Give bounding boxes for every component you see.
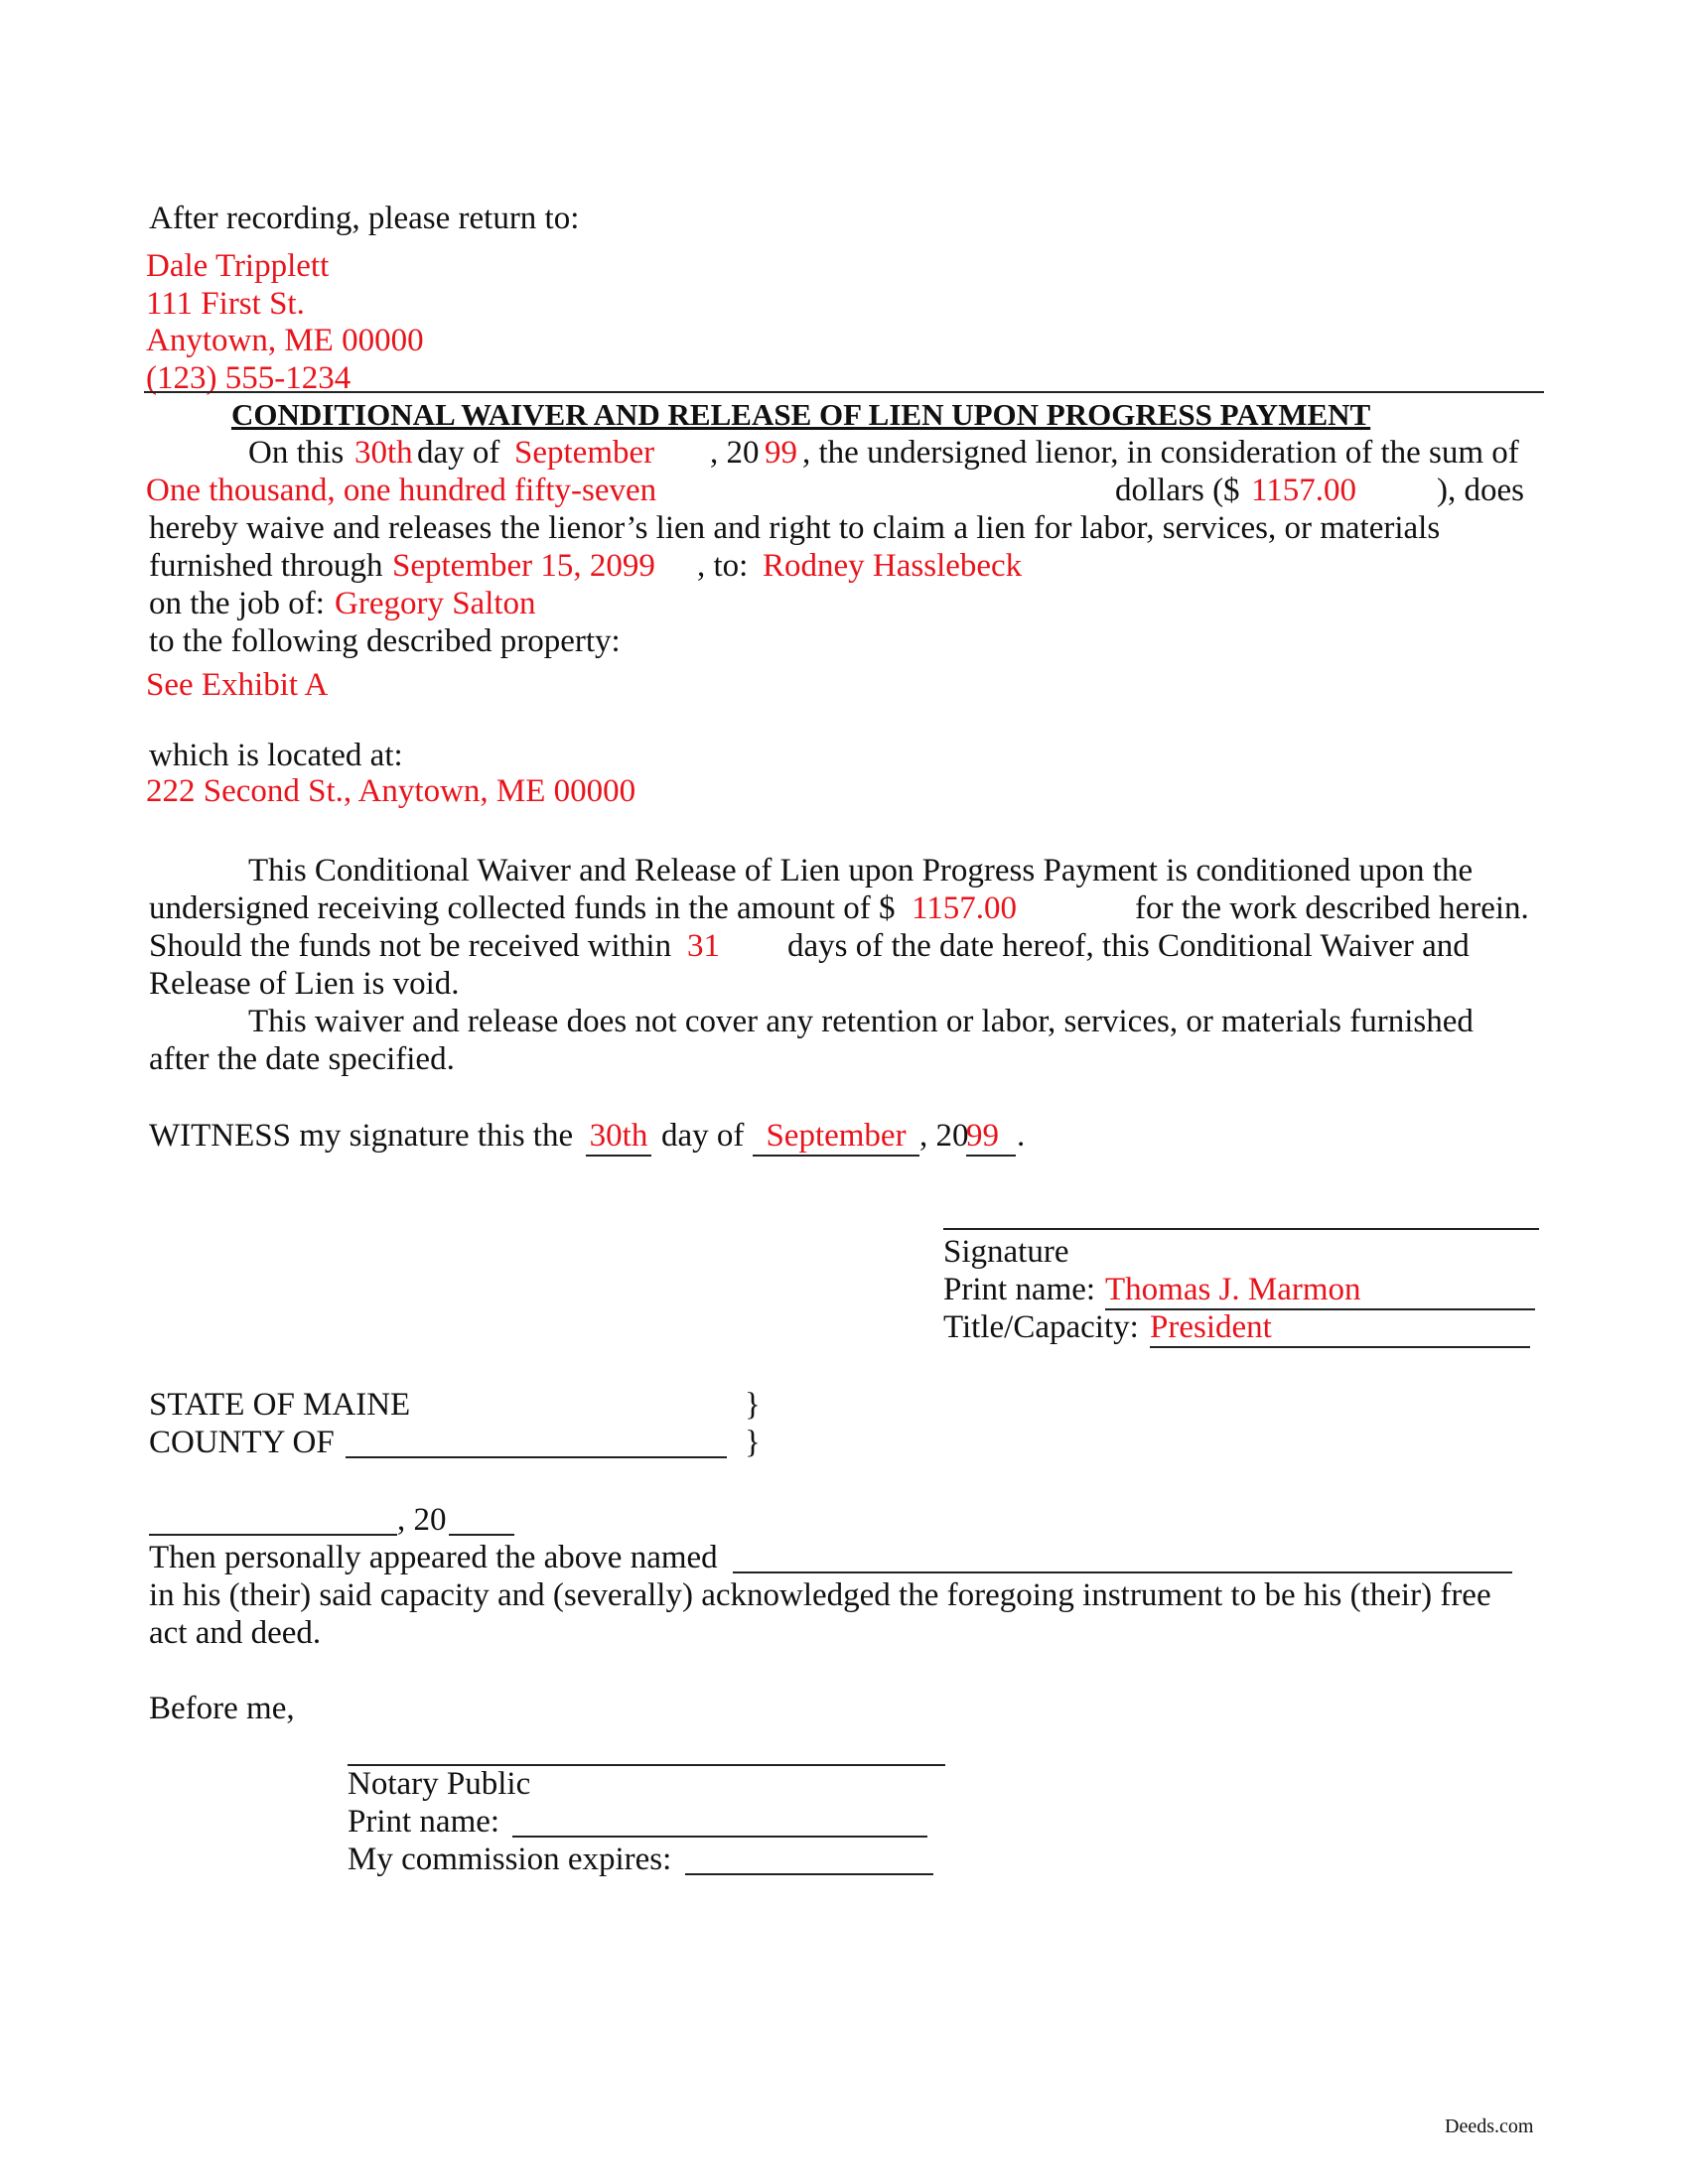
- ack-line-1: in his (their) said capacity and (severally) acknowledged the foregoing instrument to be his (their) free: [149, 1577, 1491, 1613]
- appeared-name-blank: [733, 1571, 1512, 1573]
- condition-line-4: Release of Lien is void.: [149, 966, 460, 1002]
- return-city: Anytown, ME 00000: [146, 323, 424, 358]
- commission-blank: [685, 1873, 933, 1875]
- furnished-through-label: furnished through: [149, 548, 383, 584]
- condition-line-3a: Should the funds not be received within: [149, 928, 672, 964]
- job-label: on the job of:: [149, 586, 325, 621]
- witness-year: 99: [966, 1120, 1016, 1157]
- footer-brand: Deeds.com: [1445, 2116, 1534, 2137]
- title-capacity-value: President: [1150, 1311, 1530, 1348]
- return-to-label: After recording, please return to:: [149, 201, 580, 236]
- body-month: September: [514, 435, 655, 471]
- condition-line-1: This Conditional Waiver and Release of Lien upon Progress Payment is conditioned upon the: [248, 853, 1474, 888]
- dollars-label: dollars ($: [1115, 473, 1240, 508]
- body-consideration: , the undersigned lienor, in consideration of the sum of: [802, 435, 1519, 471]
- body-year: 99: [765, 435, 797, 471]
- ack-year-prefix: , 20: [397, 1502, 447, 1538]
- notary-public-label: Notary Public: [348, 1766, 531, 1802]
- state-brace: }: [745, 1387, 761, 1423]
- witness-year-prefix: , 20: [919, 1118, 969, 1154]
- ack-line-2: act and deed.: [149, 1615, 322, 1651]
- notary-print-name-blank: [512, 1836, 927, 1838]
- body-day: 30th: [354, 435, 413, 471]
- return-name: Dale Tripplett: [146, 248, 330, 284]
- appeared-label: Then personally appeared the above named: [149, 1540, 718, 1575]
- document-title: CONDITIONAL WAIVER AND RELEASE OF LIEN UPON PROGRESS PAYMENT: [231, 397, 1371, 432]
- amount-in-words: One thousand, one hundred fifty-seven: [146, 473, 657, 508]
- witness-period: .: [1017, 1118, 1026, 1154]
- ack-date-blank: [149, 1534, 397, 1536]
- retention-line-2: after the date specified.: [149, 1041, 455, 1077]
- witness-day-of: day of: [661, 1118, 745, 1154]
- property-address: 222 Second St., Anytown, ME 00000: [146, 773, 636, 809]
- county-blank: [346, 1456, 727, 1458]
- commission-label: My commission expires:: [348, 1842, 672, 1877]
- property-label: to the following described property:: [149, 623, 621, 659]
- state-label: STATE OF MAINE: [149, 1387, 411, 1423]
- title-capacity-label: Title/Capacity:: [943, 1309, 1139, 1345]
- witness-day: 30th: [586, 1120, 651, 1157]
- return-phone: (123) 555-1234: [146, 360, 352, 396]
- county-brace: }: [745, 1425, 761, 1460]
- on-this-label: On this: [248, 435, 345, 471]
- return-street: 111 First St.: [146, 286, 305, 322]
- print-name-value: Thomas J. Marmon: [1105, 1274, 1535, 1310]
- job-name: Gregory Salton: [335, 586, 536, 621]
- witness-month: September: [753, 1120, 919, 1157]
- signature-label: Signature: [943, 1234, 1069, 1270]
- ack-year-blank: [449, 1534, 514, 1536]
- witness-label: WITNESS my signature this the: [149, 1118, 574, 1154]
- property-description: See Exhibit A: [146, 667, 329, 703]
- condition-line-2a: undersigned receiving collected funds in the amount of $: [149, 890, 896, 926]
- waiver-text: hereby waive and releases the lienor’s lien and right to claim a lien for labor, services, or materials: [149, 510, 1441, 546]
- condition-days: 31: [687, 928, 720, 964]
- retention-line-1: This waiver and release does not cover any retention or labor, services, or materials furnished: [248, 1004, 1474, 1039]
- print-name-label: Print name:: [943, 1272, 1096, 1307]
- notary-print-name-label: Print name:: [348, 1804, 500, 1840]
- body-day-of: day of: [417, 435, 500, 471]
- signature-line: [943, 1228, 1539, 1230]
- condition-line-2b: for the work described herein.: [1135, 890, 1529, 926]
- condition-line-3b: days of the date hereof, this Conditional Waiver and: [787, 928, 1470, 964]
- through-date: September 15, 2099: [392, 548, 655, 584]
- to-name: Rodney Hasslebeck: [763, 548, 1023, 584]
- body-year-prefix: , 20: [710, 435, 760, 471]
- condition-amount: 1157.00: [912, 890, 1018, 926]
- before-me-label: Before me,: [149, 1691, 295, 1726]
- county-label: COUNTY OF: [149, 1425, 335, 1460]
- to-label: , to:: [697, 548, 749, 584]
- located-label: which is located at:: [149, 738, 403, 773]
- header-divider: [144, 391, 1544, 393]
- does-label: ), does: [1437, 473, 1524, 508]
- body-amount: 1157.00: [1251, 473, 1357, 508]
